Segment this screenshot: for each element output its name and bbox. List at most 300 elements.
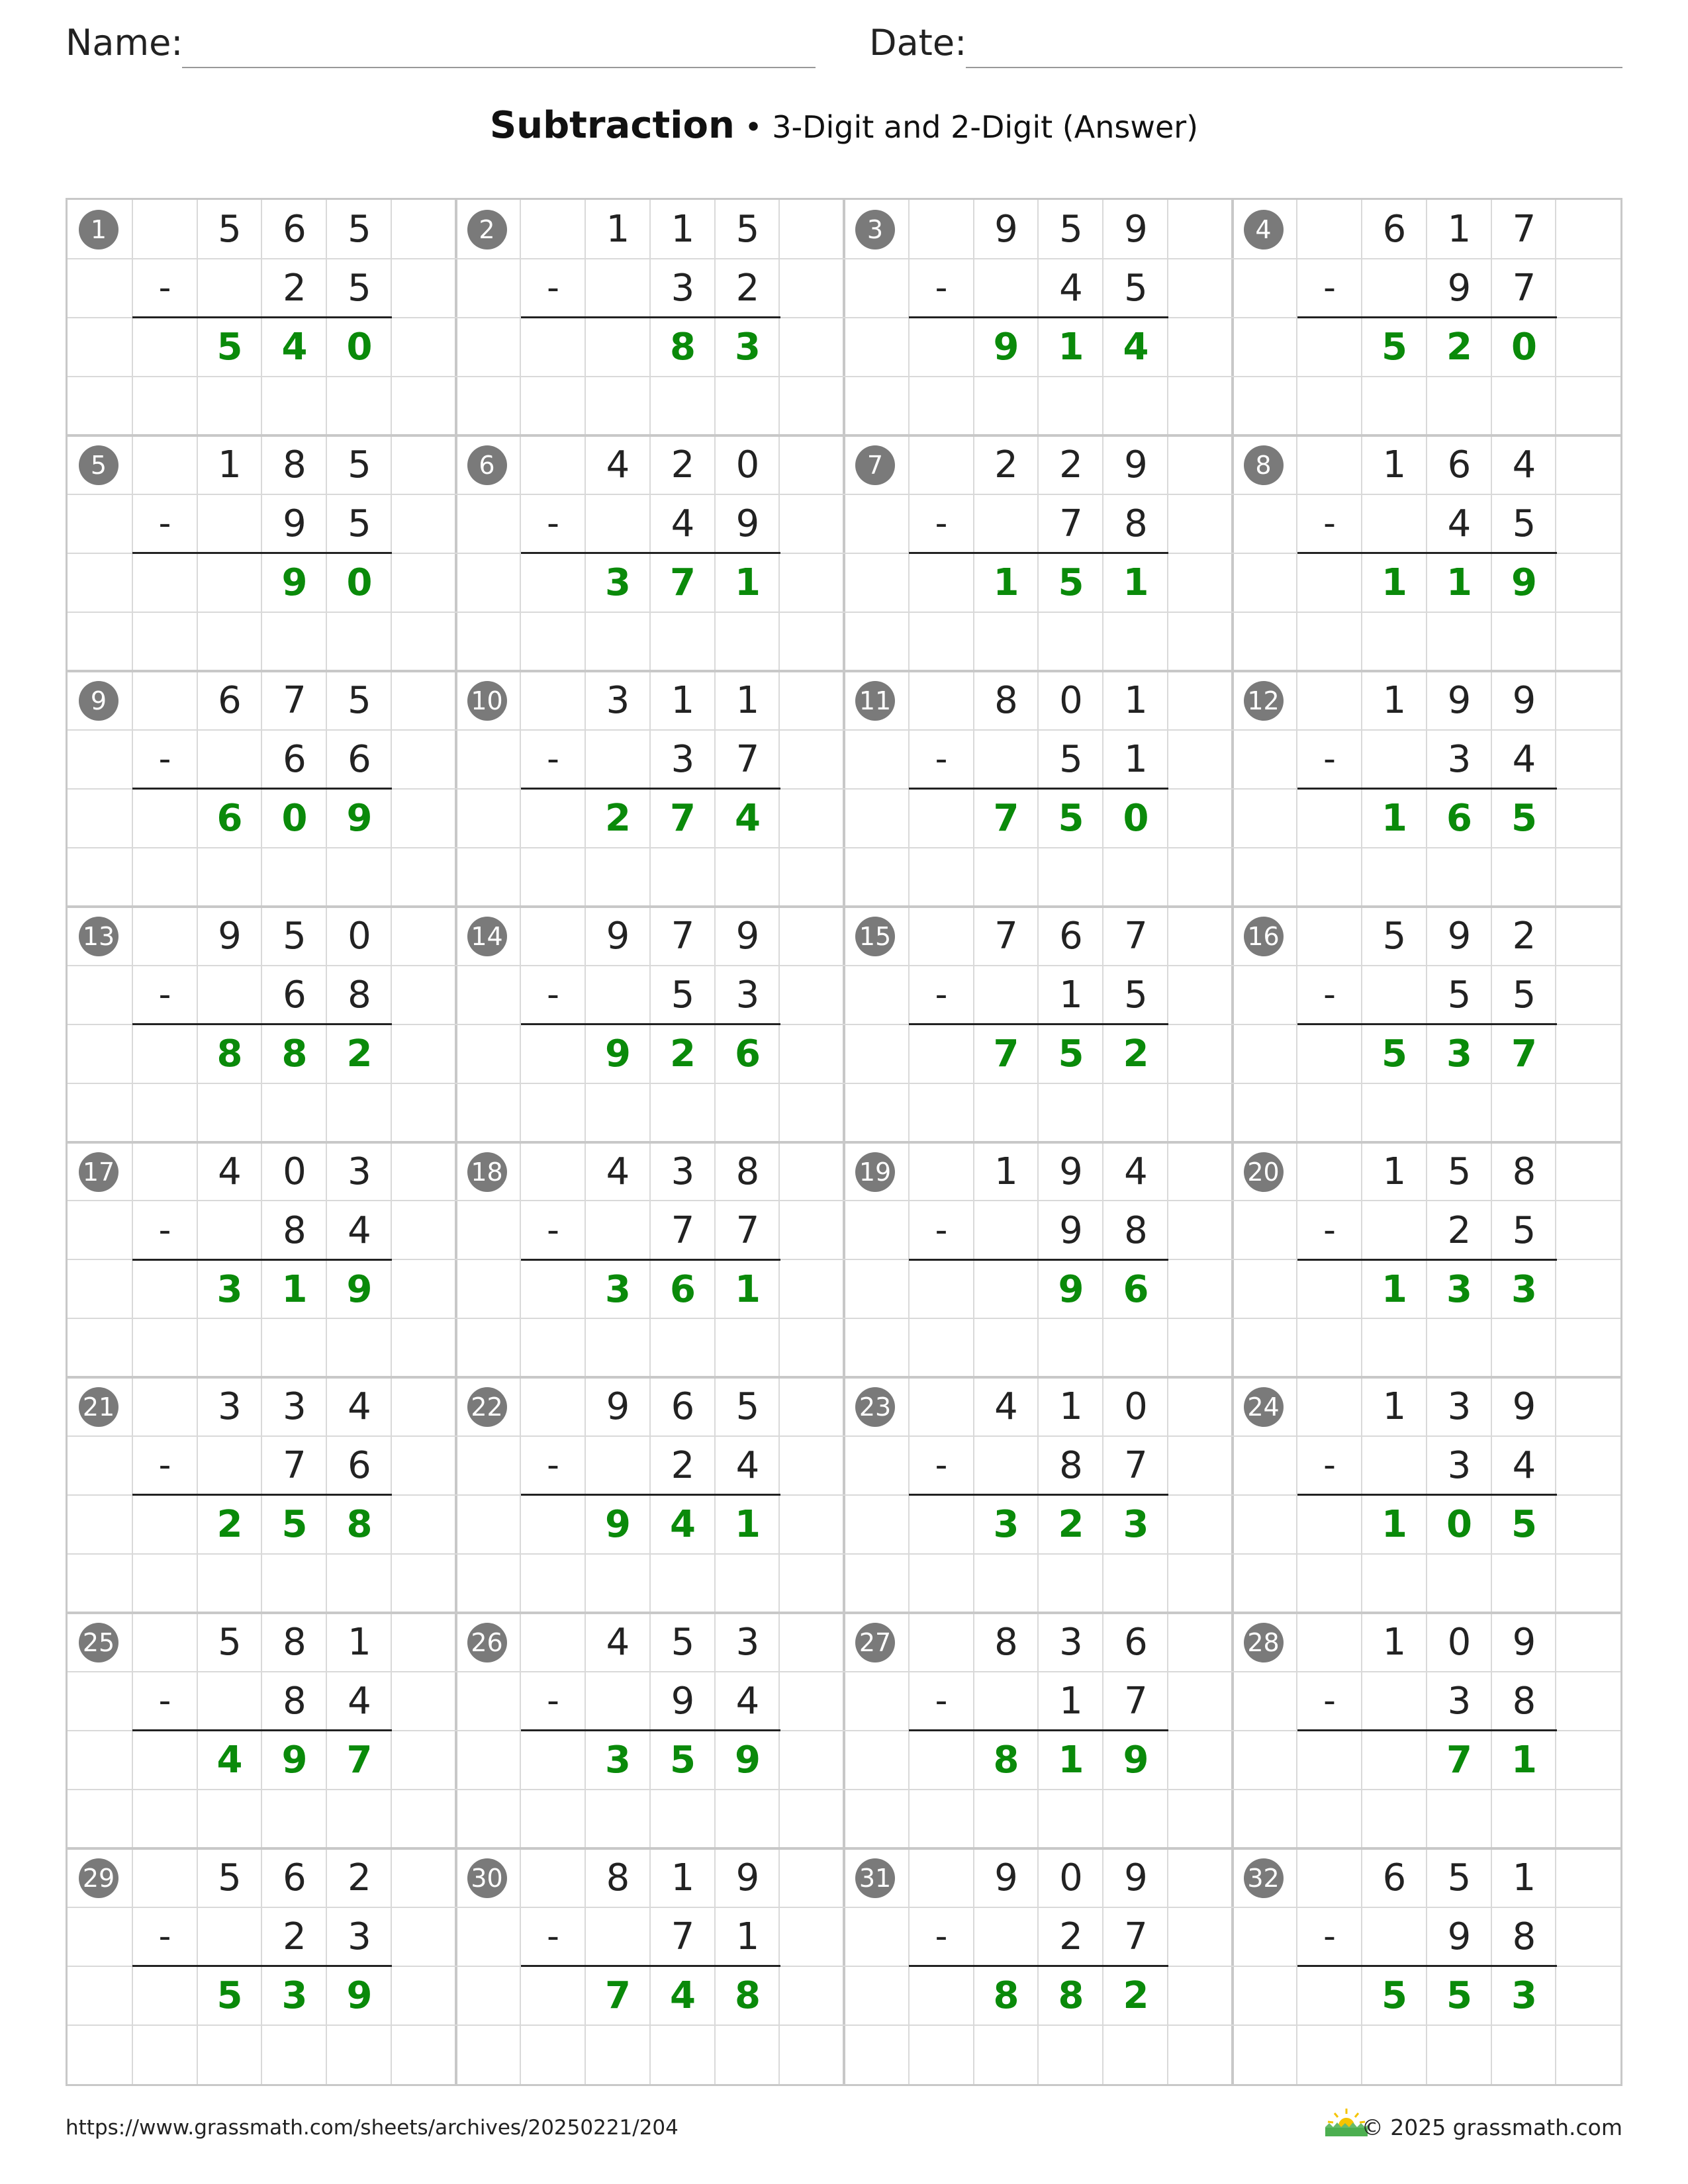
minuend-digit: 4 [348,1385,371,1429]
minus-sign: - [158,974,171,1015]
minuend-digit: 2 [671,443,695,486]
problem-18 [456,1142,845,1378]
minuend-digit: 3 [218,1385,242,1429]
answer-digit: 1 [735,1267,761,1311]
answer-digit: 4 [281,326,308,369]
problem-29 [68,1848,457,2084]
answer-digit: 7 [993,1032,1019,1075]
problem-grid [66,198,1622,2086]
minuend-digit: 2 [348,1856,371,1900]
answer-digit: 0 [1511,326,1537,369]
minuend-digit: 2 [1512,914,1536,958]
answer-line [521,316,780,318]
problem-number-badge: 5 [79,445,118,485]
answer-digit: 5 [1058,1032,1084,1075]
answer-digit: 8 [993,1739,1019,1782]
minuend-digit: 9 [1512,678,1536,722]
problem-30 [456,1848,845,2084]
subtrahend-digit: 1 [1059,1680,1083,1723]
problem-24 [1233,1377,1622,1613]
minuend-digit: 8 [606,1856,630,1900]
minus-sign: - [1323,739,1336,779]
minuend-digit: 6 [1382,1856,1407,1900]
footer-url[interactable]: https://www.grassmath.com/sheets/archives/20250221/204 [66,2116,679,2140]
minuend-digit: 9 [606,914,630,958]
problem-number-badge: 2 [467,210,507,250]
problem-number-badge: 25 [79,1623,118,1662]
answer-digit: 0 [1123,796,1149,840]
problem-number-badge: 13 [79,917,118,956]
problem-7 [844,435,1233,671]
minuend-digit: 9 [1447,914,1472,958]
minus-sign: - [158,268,171,308]
worksheet-title [0,104,1688,147]
subtrahend-digit: 2 [671,1444,695,1488]
answer-digit: 6 [670,1267,696,1311]
minuend-digit: 4 [1124,1150,1148,1193]
answer-line [1297,1023,1557,1025]
answer-line [1297,552,1557,554]
subtrahend-digit: 4 [735,1444,760,1488]
minuend-digit: 7 [1124,914,1148,958]
subtrahend-digit: 6 [348,1444,371,1488]
minuend-digit: 8 [283,443,306,486]
minuend-digit: 2 [994,443,1018,486]
minus-sign: - [547,503,559,543]
minuend-digit: 1 [671,208,695,251]
minuend-digit: 9 [1512,1621,1536,1664]
answer-digit: 8 [216,1032,243,1075]
answer-line [521,1729,780,1731]
minuend-digit: 9 [1512,1385,1536,1429]
minuend-digit: 9 [1124,208,1148,251]
subtrahend-digit: 6 [348,737,371,781]
answer-digit: 1 [1382,561,1407,604]
subtrahend-digit: 8 [1512,1680,1536,1723]
answer-line [521,1259,780,1261]
problem-number-badge: 3 [855,210,895,250]
answer-digit: 3 [605,1739,631,1782]
answer-digit: 3 [1446,1032,1472,1075]
minus-sign: - [547,974,559,1015]
subtrahend-digit: 9 [735,502,760,545]
subtrahend-digit: 8 [1512,1915,1536,1959]
answer-digit: 7 [346,1739,373,1782]
answer-line [909,1259,1168,1261]
minuend-digit: 1 [1382,443,1407,486]
problem-number-badge: 16 [1244,917,1284,956]
answer-line [132,1965,392,1967]
minuend-digit: 8 [735,1150,760,1193]
answer-digit: 9 [605,1503,631,1547]
minuend-digit: 2 [1059,443,1083,486]
problem-17 [68,1142,457,1378]
minuend-digit: 0 [348,914,371,958]
answer-digit: 9 [346,1267,373,1311]
subtrahend-digit: 2 [283,267,306,310]
minuend-digit: 0 [283,1150,306,1193]
minus-sign: - [547,1917,559,1957]
subtrahend-digit: 5 [348,267,371,310]
subtrahend-digit: 4 [348,1208,371,1252]
problem-number-badge: 30 [467,1858,507,1898]
answer-digit: 5 [1382,1974,1407,2018]
subtrahend-digit: 9 [283,502,306,545]
minuend-digit: 0 [1059,678,1083,722]
subtrahend-digit: 7 [1124,1444,1148,1488]
answer-digit: 3 [605,1267,631,1311]
problem-26 [456,1613,845,1848]
subtrahend-digit: 9 [1059,1208,1083,1252]
answer-digit: 3 [1511,1267,1537,1311]
subtrahend-digit: 4 [1512,1444,1536,1488]
answer-digit: 2 [1123,1032,1149,1075]
problem-number-badge: 18 [467,1152,507,1192]
minuend-digit: 5 [218,1621,242,1664]
minus-sign: - [158,1681,171,1721]
subtrahend-digit: 5 [1059,737,1083,781]
minuend-digit: 5 [1447,1150,1472,1193]
answer-digit: 7 [670,561,696,604]
answer-digit: 6 [216,796,243,840]
answer-digit: 7 [1446,1739,1472,1782]
answer-digit: 5 [1058,796,1084,840]
minuend-digit: 5 [348,208,371,251]
subtrahend-digit: 3 [1447,1680,1472,1723]
minuend-digit: 5 [283,914,306,958]
answer-digit: 4 [1123,326,1149,369]
minus-sign: - [935,1445,948,1486]
minuend-digit: 5 [348,443,371,486]
minuend-digit: 5 [218,208,242,251]
subtrahend-digit: 1 [735,1915,760,1959]
problem-number-badge: 19 [855,1152,895,1192]
minuend-digit: 9 [1059,1150,1083,1193]
answer-digit: 4 [670,1974,696,2018]
problem-number-badge: 10 [467,681,507,721]
minus-sign: - [1323,974,1336,1015]
subtrahend-digit: 7 [1124,1915,1148,1959]
answer-digit: 9 [281,1739,308,1782]
subtrahend-digit: 3 [1447,737,1472,781]
minuend-digit: 6 [283,1856,306,1900]
problem-27 [844,1613,1233,1848]
name-label: Name: [66,22,183,64]
subtrahend-digit: 4 [1447,502,1472,545]
answer-digit: 5 [1382,1032,1407,1075]
answer-digit: 5 [1058,561,1084,604]
minus-sign: - [547,739,559,779]
minuend-digit: 1 [735,678,760,722]
answer-digit: 8 [346,1503,373,1547]
minuend-digit: 0 [735,443,760,486]
minuend-digit: 3 [735,1621,760,1664]
problem-number-badge: 11 [855,681,895,721]
answer-digit: 1 [735,1503,761,1547]
answer-digit: 2 [346,1032,373,1075]
minus-sign: - [935,1917,948,1957]
answer-digit: 2 [1123,1974,1149,2018]
subtrahend-digit: 6 [283,973,306,1017]
subtrahend-digit: 1 [1059,973,1083,1017]
problem-number-badge: 26 [467,1623,507,1662]
problem-32 [1233,1848,1622,2084]
answer-digit: 7 [670,796,696,840]
problem-number-badge: 29 [79,1858,118,1898]
date-field[interactable] [966,67,1622,68]
problem-23 [844,1377,1233,1613]
problem-number-badge: 6 [467,445,507,485]
minus-sign: - [1323,1681,1336,1721]
problem-8 [1233,435,1622,671]
answer-digit: 5 [216,326,243,369]
problem-21 [68,1377,457,1613]
answer-digit: 0 [1446,1503,1472,1547]
minuend-digit: 0 [1447,1621,1472,1664]
problem-15 [844,907,1233,1142]
subtrahend-digit: 9 [1447,1915,1472,1959]
problem-number-badge: 20 [1244,1152,1284,1192]
answer-digit: 1 [1446,561,1472,604]
minuend-digit: 3 [348,1150,371,1193]
subtrahend-digit: 7 [671,1208,695,1252]
minuend-digit: 4 [994,1385,1018,1429]
answer-digit: 5 [281,1503,308,1547]
subtrahend-digit: 6 [283,737,306,781]
minuend-digit: 5 [1382,914,1407,958]
problem-number-badge: 28 [1244,1623,1284,1662]
minuend-digit: 8 [994,1621,1018,1664]
answer-digit: 5 [1446,1974,1472,2018]
answer-digit: 3 [216,1267,243,1311]
footer-copyright: © 2025 grassmath.com [1361,2115,1622,2140]
answer-digit: 3 [1446,1267,1472,1311]
minus-sign: - [158,1445,171,1486]
minus-sign: - [1323,1210,1336,1250]
minus-sign: - [935,974,948,1015]
problem-number-badge: 17 [79,1152,118,1192]
minuend-digit: 1 [671,678,695,722]
answer-line [132,1023,392,1025]
answer-line [132,1494,392,1496]
subtrahend-digit: 8 [1124,502,1148,545]
minuend-digit: 4 [1512,443,1536,486]
minuend-digit: 5 [735,208,760,251]
answer-digit: 9 [1511,561,1537,604]
minuend-digit: 9 [994,208,1018,251]
answer-digit: 7 [605,1974,631,2018]
minus-sign: - [1323,503,1336,543]
answer-digit: 3 [735,326,761,369]
problem-number-badge: 7 [855,445,895,485]
minuend-digit: 1 [1382,1150,1407,1193]
problem-number-badge: 22 [467,1387,507,1427]
minus-sign: - [1323,1445,1336,1486]
minuend-digit: 3 [1059,1621,1083,1664]
problem-number-badge: 23 [855,1387,895,1427]
answer-digit: 1 [1058,1739,1084,1782]
answer-digit: 0 [346,326,373,369]
minuend-digit: 1 [671,1856,695,1900]
subtrahend-digit: 5 [1512,502,1536,545]
answer-digit: 1 [1123,561,1149,604]
minus-sign: - [935,503,948,543]
minus-sign: - [547,1681,559,1721]
subtrahend-digit: 2 [1059,1915,1083,1959]
minuend-digit: 9 [218,914,242,958]
minuend-digit: 5 [348,678,371,722]
answer-line [909,552,1168,554]
minuend-digit: 9 [606,1385,630,1429]
minuend-digit: 3 [1447,1385,1472,1429]
minuend-digit: 6 [1447,443,1472,486]
subtrahend-digit: 8 [1124,1208,1148,1252]
problem-16 [1233,907,1622,1142]
title-main: Subtraction [489,104,735,147]
answer-digit: 9 [1058,1267,1084,1311]
answer-line [132,1729,392,1731]
minus-sign: - [1323,1917,1336,1957]
subtrahend-digit: 9 [671,1680,695,1723]
minuend-digit: 8 [283,1621,306,1664]
answer-digit: 3 [1123,1503,1149,1547]
answer-digit: 9 [346,796,373,840]
answer-line [521,1023,780,1025]
answer-digit: 5 [1511,796,1537,840]
minuend-digit: 1 [606,208,630,251]
answer-digit: 8 [670,326,696,369]
answer-digit: 6 [1123,1267,1149,1311]
problem-number-badge: 4 [1244,210,1284,250]
problem-5 [68,435,457,671]
minuend-digit: 9 [735,1856,760,1900]
answer-digit: 4 [216,1739,243,1782]
subtrahend-digit: 8 [283,1680,306,1723]
minuend-digit: 7 [1512,208,1536,251]
minuend-digit: 1 [1124,678,1148,722]
answer-digit: 9 [605,1032,631,1075]
problem-10 [456,671,845,907]
subtrahend-digit: 3 [1447,1444,1472,1488]
answer-line [1297,1729,1557,1731]
subtrahend-digit: 7 [283,1444,306,1488]
date-label: Date: [869,22,967,64]
answer-line [909,788,1168,790]
answer-line [909,1729,1168,1731]
problem-19 [844,1142,1233,1378]
answer-digit: 7 [1511,1032,1537,1075]
name-field[interactable] [182,67,816,68]
minuend-digit: 4 [606,1621,630,1664]
subtrahend-digit: 4 [1059,267,1083,310]
minus-sign: - [547,268,559,308]
answer-line [1297,1965,1557,1967]
minuend-digit: 5 [735,1385,760,1429]
minuend-digit: 8 [1512,1150,1536,1193]
minus-sign: - [935,268,948,308]
subtrahend-digit: 3 [348,1915,371,1959]
minuend-digit: 1 [1382,1385,1407,1429]
answer-line [909,1965,1168,1967]
answer-line [1297,1494,1557,1496]
answer-digit: 9 [1123,1739,1149,1782]
problem-number-badge: 31 [855,1858,895,1898]
subtrahend-digit: 3 [671,737,695,781]
title-subtitle: • 3-Digit and 2-Digit (Answer) [734,109,1199,145]
minuend-digit: 6 [218,678,242,722]
answer-digit: 1 [281,1267,308,1311]
answer-digit: 5 [216,1974,243,2018]
minus-sign: - [935,739,948,779]
answer-line [1297,788,1557,790]
answer-digit: 2 [605,796,631,840]
answer-digit: 1 [1382,1503,1407,1547]
answer-digit: 1 [1058,326,1084,369]
minus-sign: - [935,1210,948,1250]
minus-sign: - [1323,268,1336,308]
answer-line [521,552,780,554]
minuend-digit: 4 [218,1150,242,1193]
minuend-digit: 1 [1382,678,1407,722]
minuend-digit: 1 [1059,1385,1083,1429]
answer-digit: 8 [1058,1974,1084,2018]
minuend-digit: 6 [671,1385,695,1429]
problem-1 [68,200,457,435]
subtrahend-digit: 7 [1124,1680,1148,1723]
minuend-digit: 3 [283,1385,306,1429]
answer-digit: 4 [670,1503,696,1547]
subtrahend-digit: 5 [1512,973,1536,1017]
problem-number-badge: 9 [79,681,118,721]
minuend-digit: 9 [1124,1856,1148,1900]
answer-digit: 8 [735,1974,761,2018]
subtrahend-digit: 4 [1512,737,1536,781]
problem-13 [68,907,457,1142]
minus-sign: - [547,1210,559,1250]
minuend-digit: 3 [671,1150,695,1193]
minuend-digit: 1 [348,1621,371,1664]
answer-digit: 3 [993,1503,1019,1547]
answer-line [1297,316,1557,318]
answer-digit: 6 [735,1032,761,1075]
subtrahend-digit: 4 [735,1680,760,1723]
answer-digit: 2 [216,1503,243,1547]
problem-2 [456,200,845,435]
answer-line [521,1494,780,1496]
answer-digit: 3 [1511,1974,1537,2018]
minuend-digit: 6 [1059,914,1083,958]
subtrahend-digit: 7 [671,1915,695,1959]
subtrahend-digit: 8 [283,1208,306,1252]
problem-number-badge: 15 [855,917,895,956]
problem-4 [1233,200,1622,435]
answer-line [909,316,1168,318]
problem-6 [456,435,845,671]
minus-sign: - [158,1917,171,1957]
minus-sign: - [547,1445,559,1486]
minuend-digit: 9 [994,1856,1018,1900]
answer-digit: 1 [993,561,1019,604]
minuend-digit: 6 [1382,208,1407,251]
minuend-digit: 7 [283,678,306,722]
subtrahend-digit: 5 [1447,973,1472,1017]
subtrahend-digit: 7 [735,737,760,781]
minuend-digit: 0 [1059,1856,1083,1900]
problem-number-badge: 8 [1244,445,1284,485]
minuend-digit: 7 [671,914,695,958]
minuend-digit: 4 [606,443,630,486]
answer-digit: 8 [281,1032,308,1075]
